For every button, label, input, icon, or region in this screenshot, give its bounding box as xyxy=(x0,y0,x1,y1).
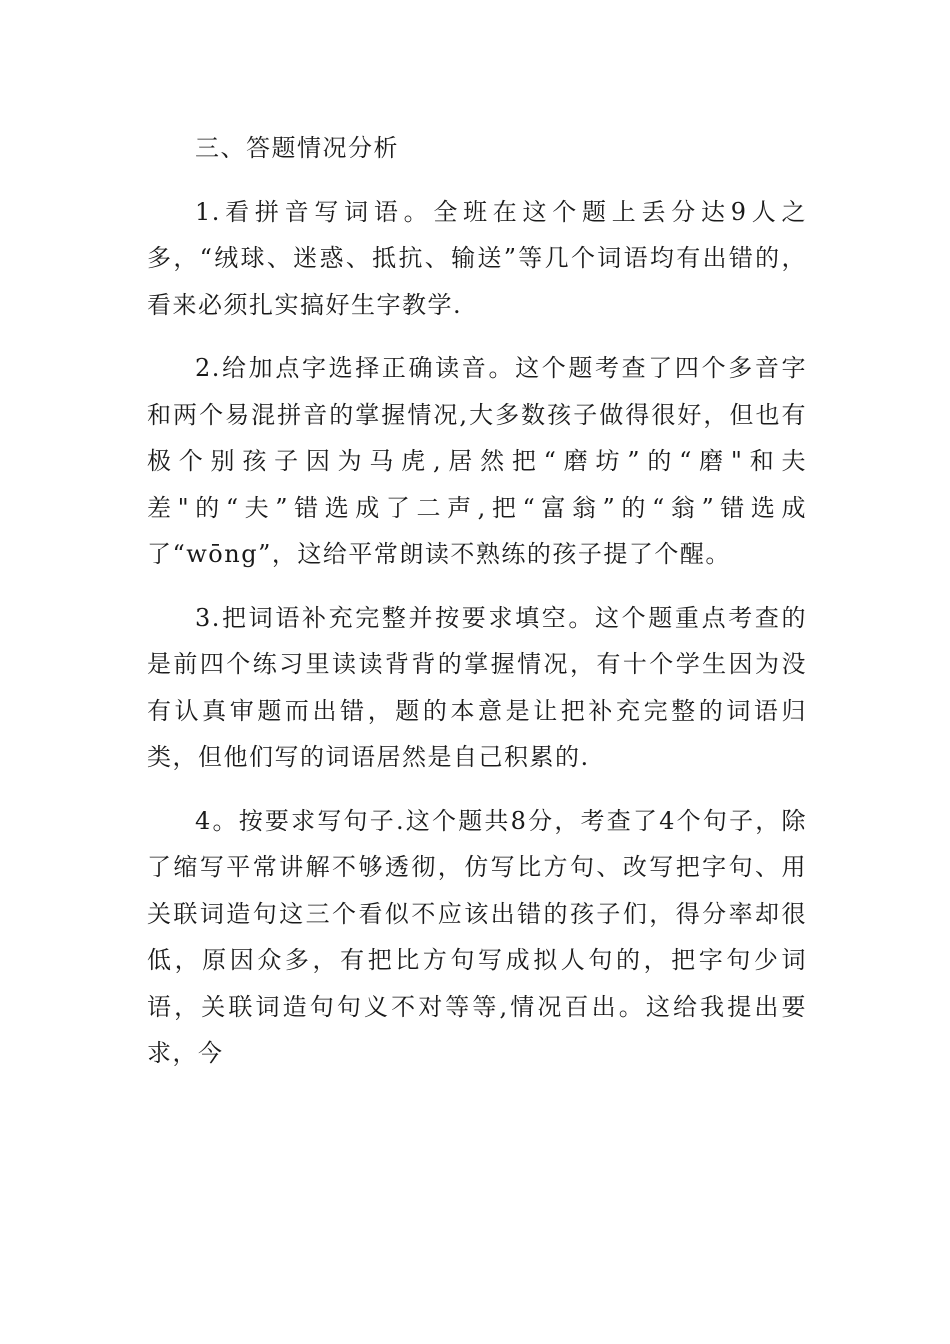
section-heading: 三、答题情况分析 xyxy=(195,134,399,162)
paragraph-2: 2.给加点字选择正确读音。这个题考查了四个多音字和两个易混拼音的掌握情况,大多数孩子做得很好，但也有极个别孩子因为马虎,居然把“磨坊”的“磨"和夫差"的“夫”错选成了二声,把“富翁”的“翁”错选成了“wōng”，这给平常朗读不熟练的孩子提了个醒。 xyxy=(147,354,807,568)
document-page xyxy=(147,125,807,1094)
paragraph-1: 1.看拼音写词语。全班在这个题上丢分达9人之多，“绒球、迷惑、抵抗、输送”等几个词语均有出错的，看来必须扎实搞好生字教学. xyxy=(147,197,807,319)
paragraph-3: 3.把词语补充完整并按要求填空。这个题重点考查的是前四个练习里读读背背的掌握情况，有十个学生因为没有认真审题而出错，题的本意是让把补充完整的词语归类，但他们写的词语居然是自己积累的. xyxy=(147,603,807,771)
paragraph-4: 4。按要求写句子.这个题共8分，考查了4个句子，除了缩写平常讲解不够透彻，仿写比方句、改写把字句、用关联词造句这三个看似不应该出错的孩子们，得分率却很低，原因众多，有把比方句写成拟人句的，把字句少词语，关联词造句句义不对等等,情况百出。这给我提出要求，今 xyxy=(147,806,807,1067)
